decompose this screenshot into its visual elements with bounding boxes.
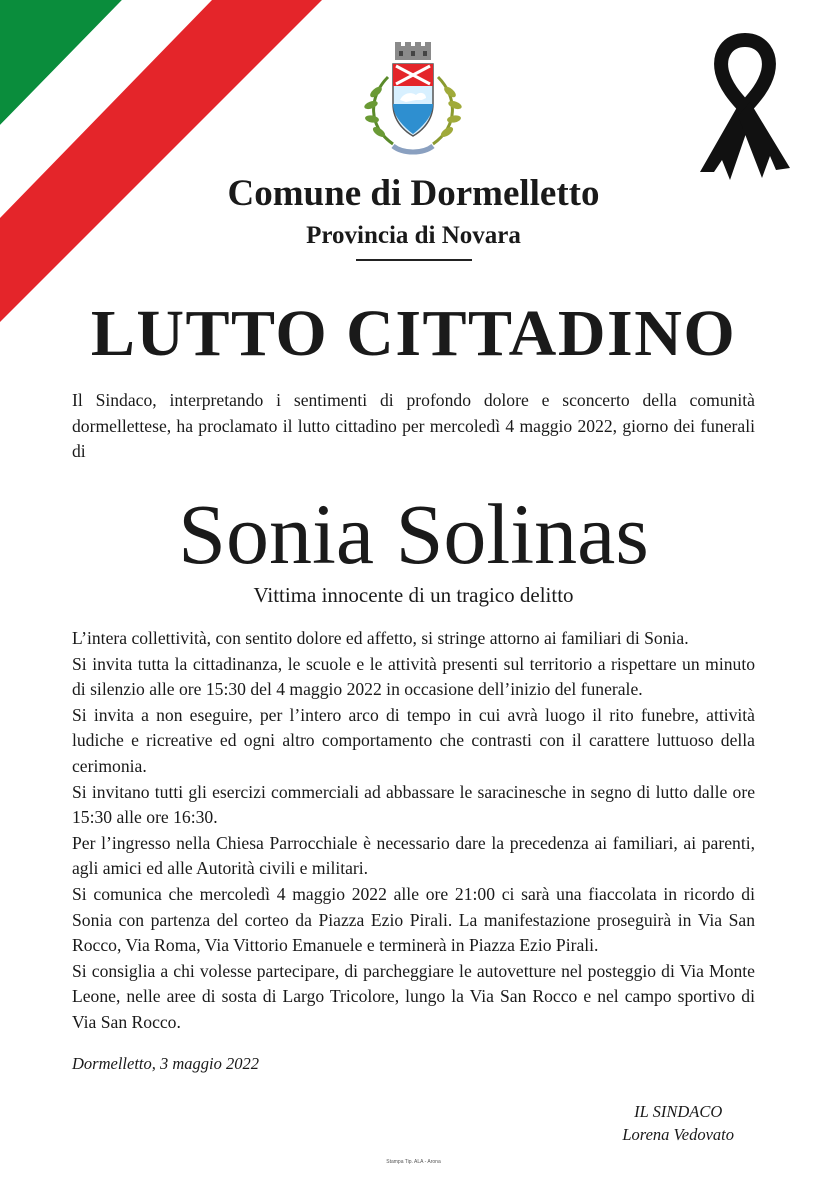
printer-credit: Stampa Tip. ALA - Arona (386, 1159, 441, 1165)
signature-title: IL SINDACO (634, 1102, 723, 1121)
signature-block (622, 1100, 734, 1146)
mourning-ribbon-icon (690, 22, 800, 187)
signature-name: Lorena Vedovato (622, 1125, 734, 1144)
body-paragraph: L’intera collettività, con sentito dolore ed affetto, si stringe attorno ai familiari di Sonia. (72, 628, 689, 648)
body-paragraph: Si invita a non eseguire, per l’intero arco di tempo in cui avrà luogo il rito funebre, attività ludiche e ricreative ed ogni altro comportamento che contrasti con il carattere luttuoso della cerimonia. (72, 704, 755, 776)
announcement-body (72, 626, 755, 1036)
body-paragraph: Si invitano tutti gli esercizi commerciali ad abbassare le saracinesche in segno di lutto dalle ore 15:30 alle ore 16:30. (72, 781, 755, 828)
place-and-date: Dormelletto, 3 maggio 2022 (72, 1054, 259, 1073)
subtitle: Vittima innocente di un tragico delitto (253, 583, 574, 607)
body-paragraph: Per l’ingresso nella Chiesa Parrocchiale è necessario dare la precedenza ai familiari, ai parenti, agli amici ed alle Autorità civili e militari. (72, 832, 755, 879)
body-paragraph: Si comunica che mercoledì 4 maggio 2022 alle ore 21:00 ci sarà una fiaccolata in ricordo di Sonia con partenza del corteo da Piazza Ezio Pirali. La manifestazione proseguirà in Via San Rocco, Via Roma, Via Vittorio Emanuele e terminerà in Piazza Ezio Pirali. (72, 883, 755, 956)
body-paragraph: Si invita tutta la cittadinanza, le scuole e le attività presenti sul territorio a rispettare un minuto di silenzio alle ore 15:30 del 4 maggio 2022 in occasione dell’inizio del funerale. (72, 653, 755, 700)
tricolor-flag-icon (0, 0, 330, 330)
coat-of-arms-icon (358, 42, 468, 160)
header-divider (356, 259, 472, 261)
deceased-name: Sonia Solinas (178, 486, 649, 582)
body-paragraph: Si consiglia a chi volesse partecipare, di parcheggiare le autovetture nel posteggio di Via Monte Leone, nelle aree di sosta di Largo Tricolore, lungo la Via San Rocco e nel campo sportivo di Via San Rocco. (72, 960, 755, 1032)
municipality-name: Comune di Dormelletto (227, 173, 600, 214)
province-name: Provincia di Novara (306, 222, 521, 249)
intro-paragraph: Il Sindaco, interpretando i sentimenti di profondo dolore e sconcerto della comunità dormellettese, ha proclamato il lutto cittadino per mercoledì 4 maggio 2022, giorno dei funerali di (72, 390, 755, 462)
headline: LUTTO CITTADINO (90, 297, 737, 370)
